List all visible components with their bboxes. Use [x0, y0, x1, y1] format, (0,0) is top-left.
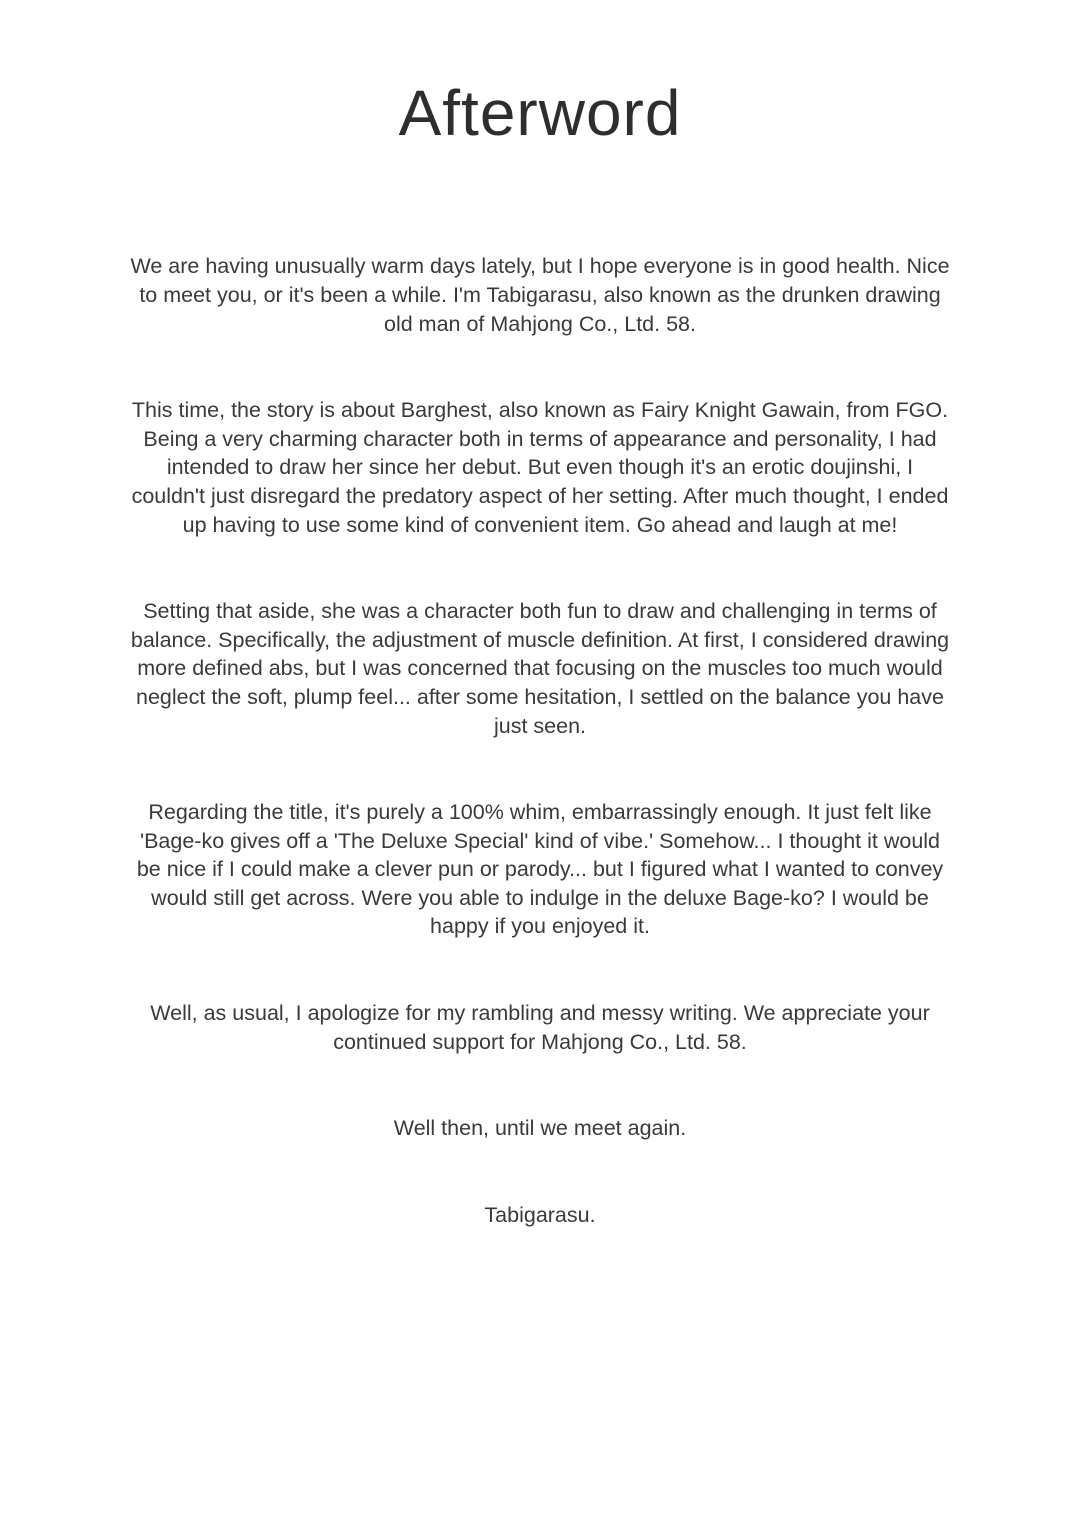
page-title: Afterword	[398, 77, 682, 149]
paragraph-about-title: Regarding the title, it's purely a 100% whim, embarrassingly enough. It just felt like 'Bage-ko gives off a 'The Deluxe Special' kind of vibe.' Somehow... I thought it would be nice if I could make a clever pun or parody... but I figured what I wanted to convey would still get across. Were you able to indulge in the deluxe Bage-ko? I would be happy if you enjoyed it.	[136, 800, 944, 939]
signature: Tabigarasu.	[484, 1202, 596, 1227]
paragraph-about-character: This time, the story is about Barghest, also known as Fairy Knight Gawain, from FGO. Being a very charming character both in terms of appearance and personality, I had intended to draw her since her debut. But even though it's an erotic doujinshi, I couldn't just disregard the predatory aspect of her setting. After much thought, I ended up having to use some kind of convenient item. Go ahead and laugh at me!	[131, 398, 949, 537]
paragraph-apology: Well, as usual, I apologize for my rambling and messy writing. We appreciate your continued support for Mahjong Co., Ltd. 58.	[150, 1001, 930, 1054]
paragraph-drawing-balance: Setting that aside, she was a character both fun to draw and challenging in terms of balance. Specifically, the adjustment of muscle definition. At first, I considered drawing more defined abs, but I was concerned that focusing on the muscles too much would neglect the soft, plump feel... after some hesitation, I settled on the balance you have just seen.	[130, 599, 950, 738]
body-text-column	[130, 148, 950, 1229]
paragraph-greeting: We are having unusually warm days lately, but I hope everyone is in good health. Nice to meet you, or it's been a while. I'm Tabigarasu, also known as the drunken drawing old man of Mahjong Co., Ltd. 58.	[130, 254, 950, 336]
paragraph-closing: Well then, until we meet again.	[393, 1116, 687, 1141]
